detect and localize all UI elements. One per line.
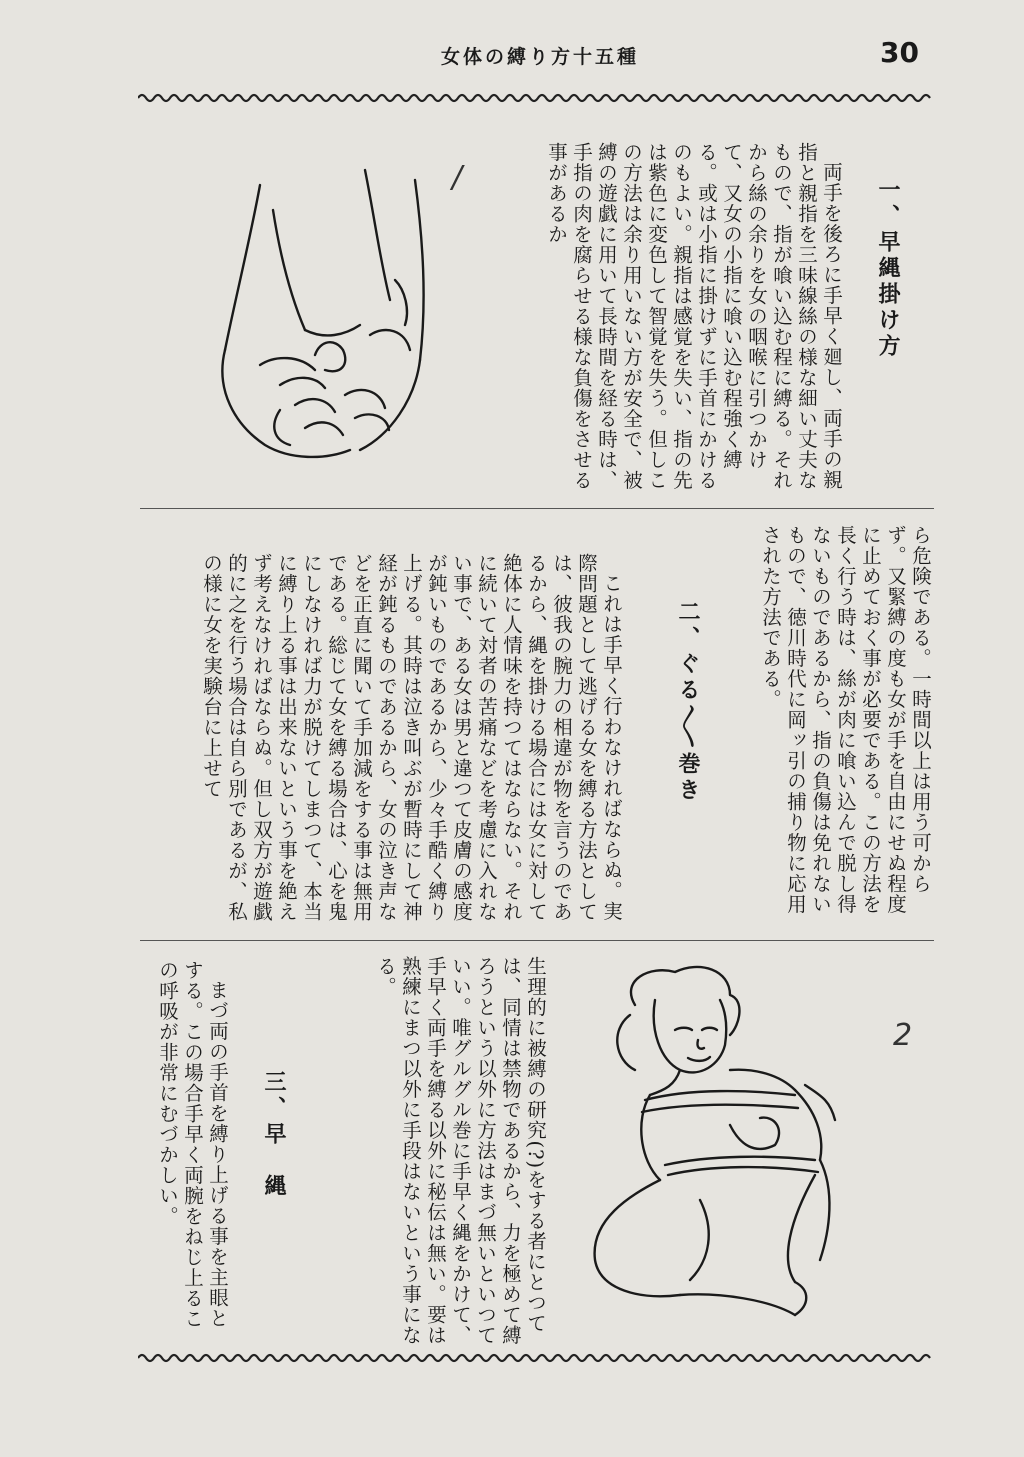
- text-line: つてはならない。それに続いて対者の苦痛な: [475, 553, 523, 922]
- bound-woman-illustration: [580, 960, 880, 1330]
- section-divider-1: [140, 508, 934, 509]
- running-title: 女体の縛り方十五種: [440, 46, 639, 68]
- woman-scribble-mark: 2: [893, 1018, 913, 1053]
- text-line: この方法は余り用いない方が安全で、被縛: [595, 142, 668, 491]
- hands-scribble-mark: /: [452, 160, 463, 195]
- section3-heading: 三、早 縄: [261, 1070, 286, 1200]
- text-line: て神経が鈍るものであるから、女の泣き声な: [375, 553, 423, 922]
- text-line: まづ両の手首を縛り上げる事を主眼とす: [181, 960, 229, 1328]
- section-divider-2: [140, 940, 934, 941]
- text-line: れば力が脱けてしまつて、本当に縛り上る事: [275, 553, 323, 922]
- section1-continuation: [719, 525, 933, 920]
- text-line: は、同情は禁物であるから、力を極めて縛: [499, 956, 522, 1346]
- text-line: ておく事が必要である。この方法を長く行う: [834, 525, 882, 915]
- text-line: 親指を三味線絲の様な細い丈夫なもので、: [770, 142, 818, 491]
- text-line: 吸が非常にむづかしい。: [156, 1001, 179, 1227]
- section3-body: [140, 960, 230, 1340]
- text-line: どを考慮に入れない事で、ある女は男と違つ: [450, 553, 498, 922]
- bound-woman-drawing: [580, 960, 880, 1330]
- section3-paragraph: [155, 960, 230, 1340]
- text-line: の遊戯に用いて長時間を経る時は、手指の: [570, 142, 618, 491]
- section2-paragraph: [199, 553, 624, 933]
- section2-heading: 二、ぐる〳〵巻き: [675, 600, 700, 804]
- top-wavy-rule: [138, 92, 934, 104]
- text-line: の腕力の相違が物を言うのであるから、縄を: [525, 553, 573, 922]
- section1-paragraph: [544, 142, 844, 497]
- text-line: 肉を腐らせる様な負傷をさせる事があるか: [545, 142, 593, 491]
- text-line: る。総じて女を縛る場合は、心を鬼にしなけ: [300, 553, 348, 922]
- text-line: て皮膚の感度が鈍いものであるから、少々手: [425, 553, 473, 922]
- text-line: る。: [759, 668, 782, 710]
- section2-body: [140, 553, 624, 933]
- text-line: 又緊縛の度も女が手を自由にせぬ程度に止め: [859, 525, 907, 915]
- section2-continuation-paragraph: [373, 956, 548, 1346]
- section1-heading: 一、早縄掛け方: [875, 178, 900, 360]
- text-line: 首にかけるのもよい。親指は感覚を失い、: [670, 142, 718, 491]
- text-line: あるから、指の負傷は免れないもので、徳川: [784, 525, 832, 915]
- text-line: 熟練にまつ以外に手段はないという事にな: [399, 956, 422, 1346]
- text-line: 時は、絲が肉に喰い込んで脱し得ないもので: [809, 525, 857, 915]
- text-line: らぬ。但し双方が遊戯的に之を行う場合は自: [225, 553, 273, 922]
- bound-hands-illustration: [165, 160, 475, 480]
- text-line: いい。唯グルグル巻に手早く縄をかけて、: [449, 956, 472, 1346]
- bottom-wavy-rule: [138, 1352, 934, 1364]
- text-line: 両手を後ろに手早く廻し、両手の親指と: [795, 142, 843, 490]
- text-line: 指が喰い込む程に縛る。それから絲の余り: [745, 142, 793, 491]
- text-line: 指の先は紫色に変色して智覚を失う。但し: [645, 142, 693, 491]
- text-line: 題として逃げる女を縛る方法としては、彼我: [550, 553, 598, 922]
- text-line: これは手早く行わなければならぬ。実際問: [575, 553, 623, 921]
- text-line: 生理的に被縛の研究(?)をする者にとつて: [524, 956, 547, 1334]
- text-line: 酷く縛り上げる。其時は泣き叫ぶが暫時にし: [400, 553, 448, 922]
- text-line: ろうという以外に方法はまづ無いといつて: [474, 956, 497, 1346]
- section1-continuation-paragraph: [758, 525, 933, 920]
- text-line: 手早く両手を縛る以外に秘伝は無い。要は: [424, 956, 447, 1346]
- text-line: は出来ないという事を絶えず考えなければな: [250, 553, 298, 922]
- text-line: る。: [374, 956, 397, 997]
- section1-body: [519, 142, 844, 497]
- page-number: 30: [880, 36, 919, 69]
- text-line: 時代に岡ッ引の捕り物に応用された方法であ: [759, 525, 807, 915]
- text-line: ら危険である。一時間以上は用う可からず。: [884, 525, 932, 894]
- text-line: い込む程強く縛る。或は小指に掛けずに手: [695, 142, 743, 470]
- section2-continuation: [358, 956, 548, 1346]
- text-line: ら別であるが、私の様に女を実験台に上せて: [200, 553, 248, 922]
- text-line: どを正直に聞いて手加減をする事は無用であ: [325, 553, 373, 922]
- text-line: 掛ける場合には女に対して絶体に人情味を持: [500, 553, 548, 922]
- text-line: を女の咽喉に引つかけて、又女の小指に喰: [720, 142, 768, 470]
- bound-hands-drawing: [165, 160, 475, 480]
- text-line: る。この場合手早く両腕をねじ上るこの呼: [156, 960, 204, 1329]
